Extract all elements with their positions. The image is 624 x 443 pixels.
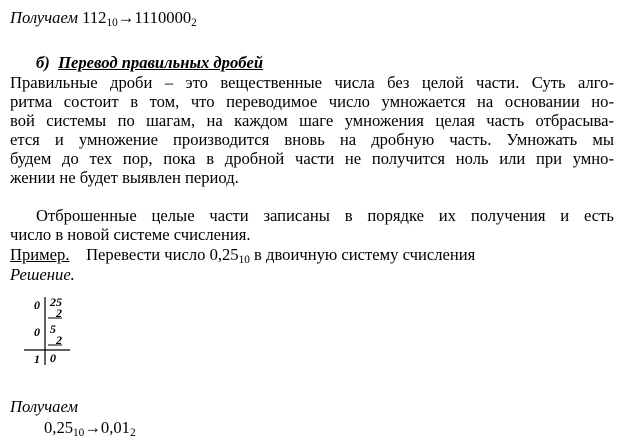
result-line-1	[10, 8, 197, 30]
example-label: Пример.	[10, 245, 70, 264]
calc-digit: 5	[50, 322, 56, 336]
paragraph-line: Правильные дроби – это вещественные числа без целой части. Суть алго-	[10, 73, 614, 92]
arrow: →	[117, 8, 135, 27]
paragraph-line: жении не будет выявлен период.	[10, 168, 239, 187]
paragraph-line: вой системы по шагам, на каждом шаге умножения целая часть отбрасыва-	[10, 111, 614, 130]
arrow: →	[84, 418, 101, 437]
paragraph-line: число в новой системе счисления.	[10, 225, 251, 244]
section-title: Перевод правильных дробей	[58, 53, 264, 72]
base-subscript: 10	[106, 17, 118, 30]
multiplication-diagram	[20, 291, 90, 371]
paragraph-line: будем до тех пор, пока в дробной части не получится ноль или при умно-	[10, 149, 614, 168]
paragraph-line: ритма состоит в том, что переводимое число умножается на основании но-	[10, 92, 614, 111]
calc-digit: 2	[56, 333, 62, 347]
calc-digit: 0	[34, 325, 40, 339]
base-subscript: 2	[191, 17, 197, 30]
result-prefix: Получаем	[10, 8, 79, 27]
base-subscript: 10	[238, 254, 250, 267]
solution-label: Решение.	[10, 265, 75, 284]
calc-digit: 2	[56, 306, 62, 320]
result-value: 1110000	[134, 8, 192, 27]
result-number: 112	[82, 8, 107, 27]
example-line	[10, 245, 476, 267]
base-subscript: 10	[73, 427, 85, 440]
result-label-2: Получаем	[10, 397, 79, 416]
section-heading	[36, 53, 263, 72]
paragraph-line: ется и умножение производится вновь на дробную часть. Умножать мы	[10, 130, 614, 149]
calc-digit: 1	[34, 352, 40, 366]
result-number: 0,25	[44, 418, 74, 437]
calc-digit: 25	[50, 295, 62, 309]
calc-digit: 0	[34, 298, 40, 312]
base-subscript: 2	[129, 427, 136, 440]
result-value: 0,01	[100, 418, 130, 437]
example-text-tail: в двоичную систему счисления	[249, 245, 476, 264]
result-line-2	[44, 418, 136, 440]
calc-digit: 0	[50, 351, 56, 365]
section-letter: б)	[36, 53, 50, 72]
example-text: Перевести число 0,25	[86, 245, 239, 264]
paragraph-line: Отброшенные целые части записаны в порядке их получения и есть	[36, 206, 614, 225]
